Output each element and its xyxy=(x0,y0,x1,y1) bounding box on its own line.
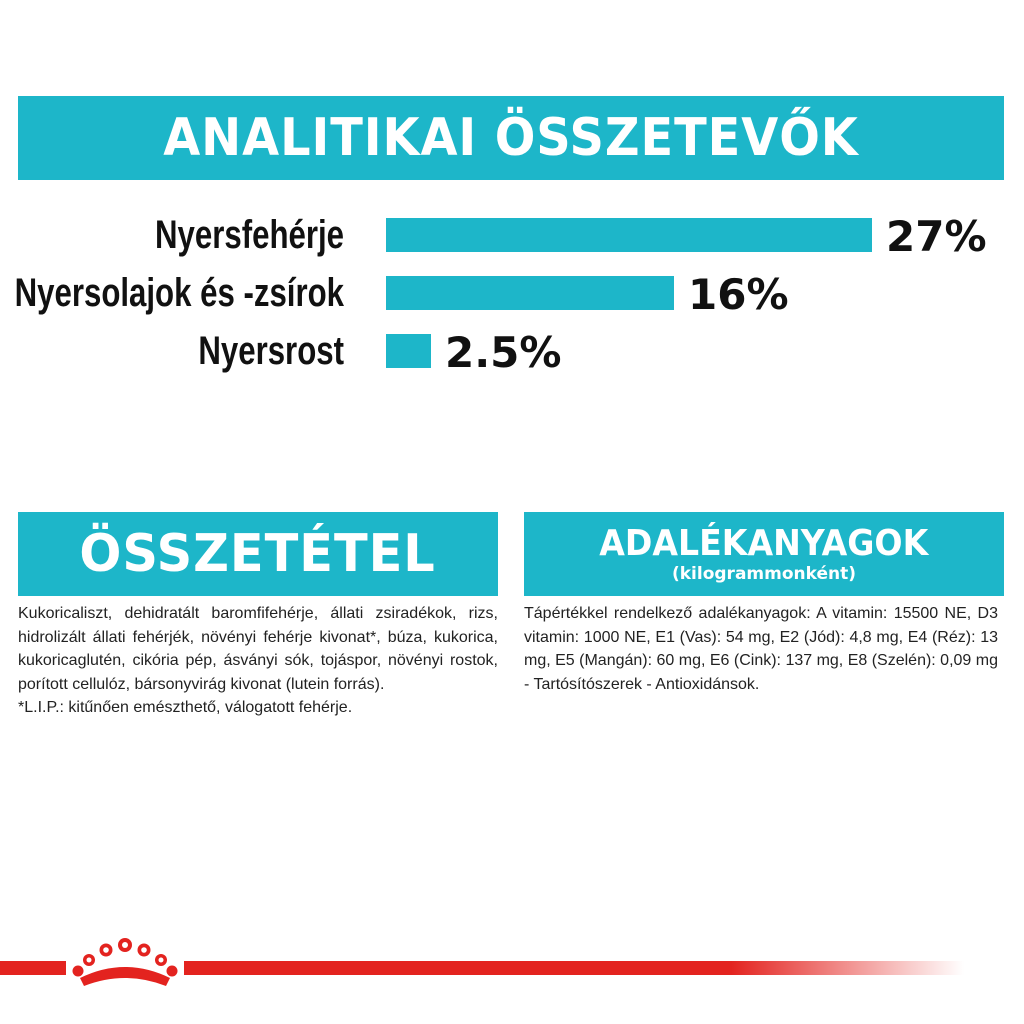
additives-text: Tápértékkel rendelkező adalékanyagok: A vitamin: 15500 NE, D3 vitamin: 1000 NE, E1 (Vas): 54 mg, E2 (Jód): 4,8 mg, E4 (Réz): 13 mg, E5 (Mangán): 60 mg, E6 (Cink): 137 mg, E8 (Szelén): 0,09 mg - Tartósítószerek - Antioxidánsok. xyxy=(524,605,998,693)
bar xyxy=(386,218,872,252)
additives-body xyxy=(524,602,998,696)
bar-category-label: Nyersfehérje xyxy=(155,212,344,257)
bar xyxy=(386,334,431,368)
analytical-header xyxy=(18,96,1004,180)
additives-header xyxy=(524,512,1004,596)
footer-red-line xyxy=(184,961,964,975)
analytical-bar-chart xyxy=(0,200,1024,400)
composition-footnote: *L.I.P.: kitűnően emészthető, válogatott fehérje. xyxy=(18,699,353,716)
composition-body xyxy=(18,602,498,720)
additives-subtitle: (kilogrammonként) xyxy=(671,564,857,584)
bar xyxy=(386,276,674,310)
bar-category-label: Nyersolajok és -zsírok xyxy=(14,270,345,315)
bar-category-label: Nyersrost xyxy=(198,328,344,373)
composition-text: Kukoricaliszt, dehidratált baromfifehérje, állati zsiradékok, rizs, hidrolizált állati fehérjék, növényi fehérje kivonat*, búza, kukorica, kukoricaglutén, cikória pép, ásványi sók, tojáspor, növényi rostok, porított cellulóz, bársonyvirág kivonat (lutein forrás). xyxy=(18,605,498,693)
footer-red-line-left xyxy=(0,961,66,975)
bar-value-label: 16% xyxy=(688,270,789,319)
analytical-title: ANALITIKAI ÖSSZETEVŐK xyxy=(163,108,859,168)
additives-title: ADALÉKANYAGOK xyxy=(599,523,929,564)
composition-header xyxy=(18,512,498,596)
bar-value-label: 27% xyxy=(886,212,987,261)
royal-canin-crown-icon xyxy=(70,936,180,994)
composition-title: ÖSSZETÉTEL xyxy=(79,524,437,584)
bar-value-label: 2.5% xyxy=(445,328,562,377)
